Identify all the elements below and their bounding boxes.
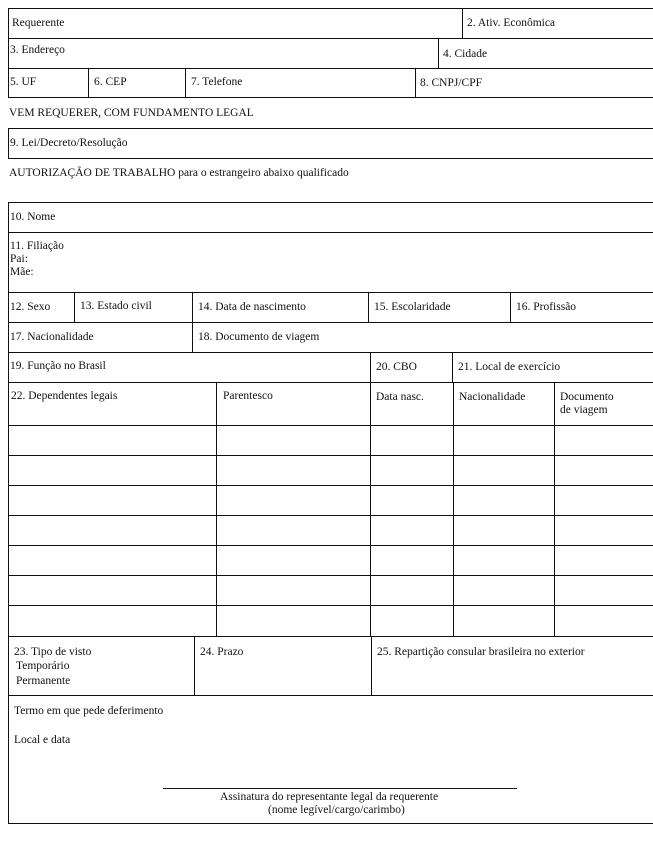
autorizacao-bold: AUTORIZAÇÃO DE TRABALHO [9,167,176,179]
data-nascimento-field[interactable] [192,292,368,322]
prazo-field[interactable] [194,636,371,695]
documento-header-line2: de viagem [560,404,608,416]
permanente-option: Permanente [16,675,71,687]
nacionalidade-header: Nacionalidade [459,391,526,403]
dependents-row[interactable] [8,455,653,485]
telefone-label: 7. Telefone [191,76,243,88]
sexo-field[interactable] [8,292,74,322]
lei-field[interactable] [8,128,653,158]
dependents-row[interactable] [8,425,653,455]
profissao-field[interactable] [510,292,653,322]
lei-label: 9. Lei/Decreto/Resolução [10,137,128,149]
requerente-label: Requerente [12,17,65,29]
mae-label: Mãe: [10,266,34,278]
dependents-row[interactable] [8,545,653,575]
documento-viagem-field[interactable] [192,322,653,352]
nacionalidade-label: 17. Nacionalidade [10,331,94,343]
local-exercicio-field[interactable] [452,352,653,382]
local-data-label: Local e data [14,734,71,746]
assinatura-caption: Assinatura do representante legal da requerente [220,791,439,803]
requerente-field[interactable] [8,8,462,38]
dependents-row[interactable] [8,605,653,636]
reparticao-label: 25. Repartição consular brasileira no exterior [377,646,585,658]
documento-header-line1: Documento [560,391,614,403]
nome-cargo-caption: (nome legível/cargo/carimbo) [268,804,405,816]
request-line: VEM REQUERER, COM FUNDAMENTO LEGAL [9,107,254,119]
autorizacao-rest: para o estrangeiro abaixo qualificado [175,167,349,179]
tipo-visto-label: 23. Tipo de visto [14,646,92,658]
cbo-label: 20. CBO [376,361,417,373]
escolaridade-label: 15. Escolaridade [374,301,451,313]
escolaridade-field[interactable] [368,292,510,322]
cbo-field[interactable] [370,352,452,382]
dependents-row[interactable] [8,575,653,605]
dependents-row[interactable] [8,515,653,545]
nome-label: 10. Nome [10,211,56,223]
profissao-label: 16. Profissão [516,301,577,313]
cnpj-cpf-label: 8. CNPJ/CPF [420,77,483,89]
data-nascimento-label: 14. Data de nascimento [198,301,306,313]
local-exercicio-label: 21. Local de exercício [458,361,561,373]
endereco-field[interactable] [8,38,438,68]
uf-field[interactable] [8,68,88,97]
telefone-field[interactable] [185,68,415,97]
funcao-brasil-field[interactable] [8,352,370,382]
reparticao-field[interactable] [371,636,653,695]
documento-viagem-label: 18. Documento de viagem [198,331,320,343]
data-nasc-header: Data nasc. [376,391,424,403]
footer-block[interactable] [8,695,653,823]
funcao-brasil-label: 19. Função no Brasil [10,360,106,372]
cidade-field[interactable] [438,38,653,68]
pai-label: Pai: [10,253,28,265]
ativ-economica-label: 2. Ativ. Econômica [467,17,556,29]
endereco-label: 3. Endereço [10,44,65,56]
temporario-option: Temporário [16,660,70,672]
termo-text: Termo em que pede deferimento [14,705,164,717]
sexo-label: 12. Sexo [10,301,51,313]
filiacao-label: 11. Filiação [10,240,64,252]
prazo-label: 24. Prazo [200,646,244,658]
tipo-visto-field[interactable] [8,636,194,695]
cep-label: 6. CEP [94,76,127,88]
ativ-economica-field[interactable] [462,8,653,38]
filiacao-field[interactable] [8,232,653,292]
dependentes-header: 22. Dependentes legais [11,390,118,402]
estado-civil-label: 13. Estado civil [80,300,152,312]
parentesco-header: Parentesco [223,390,273,402]
uf-label: 5. UF [10,76,37,88]
estado-civil-field[interactable] [74,292,192,322]
nacionalidade-field[interactable] [8,322,192,352]
dependents-row[interactable] [8,485,653,515]
autorizacao-line [9,167,349,180]
cep-field[interactable] [88,68,185,97]
nome-field[interactable] [8,202,653,232]
cidade-label: 4. Cidade [443,48,488,60]
cnpj-cpf-field[interactable] [415,68,653,97]
